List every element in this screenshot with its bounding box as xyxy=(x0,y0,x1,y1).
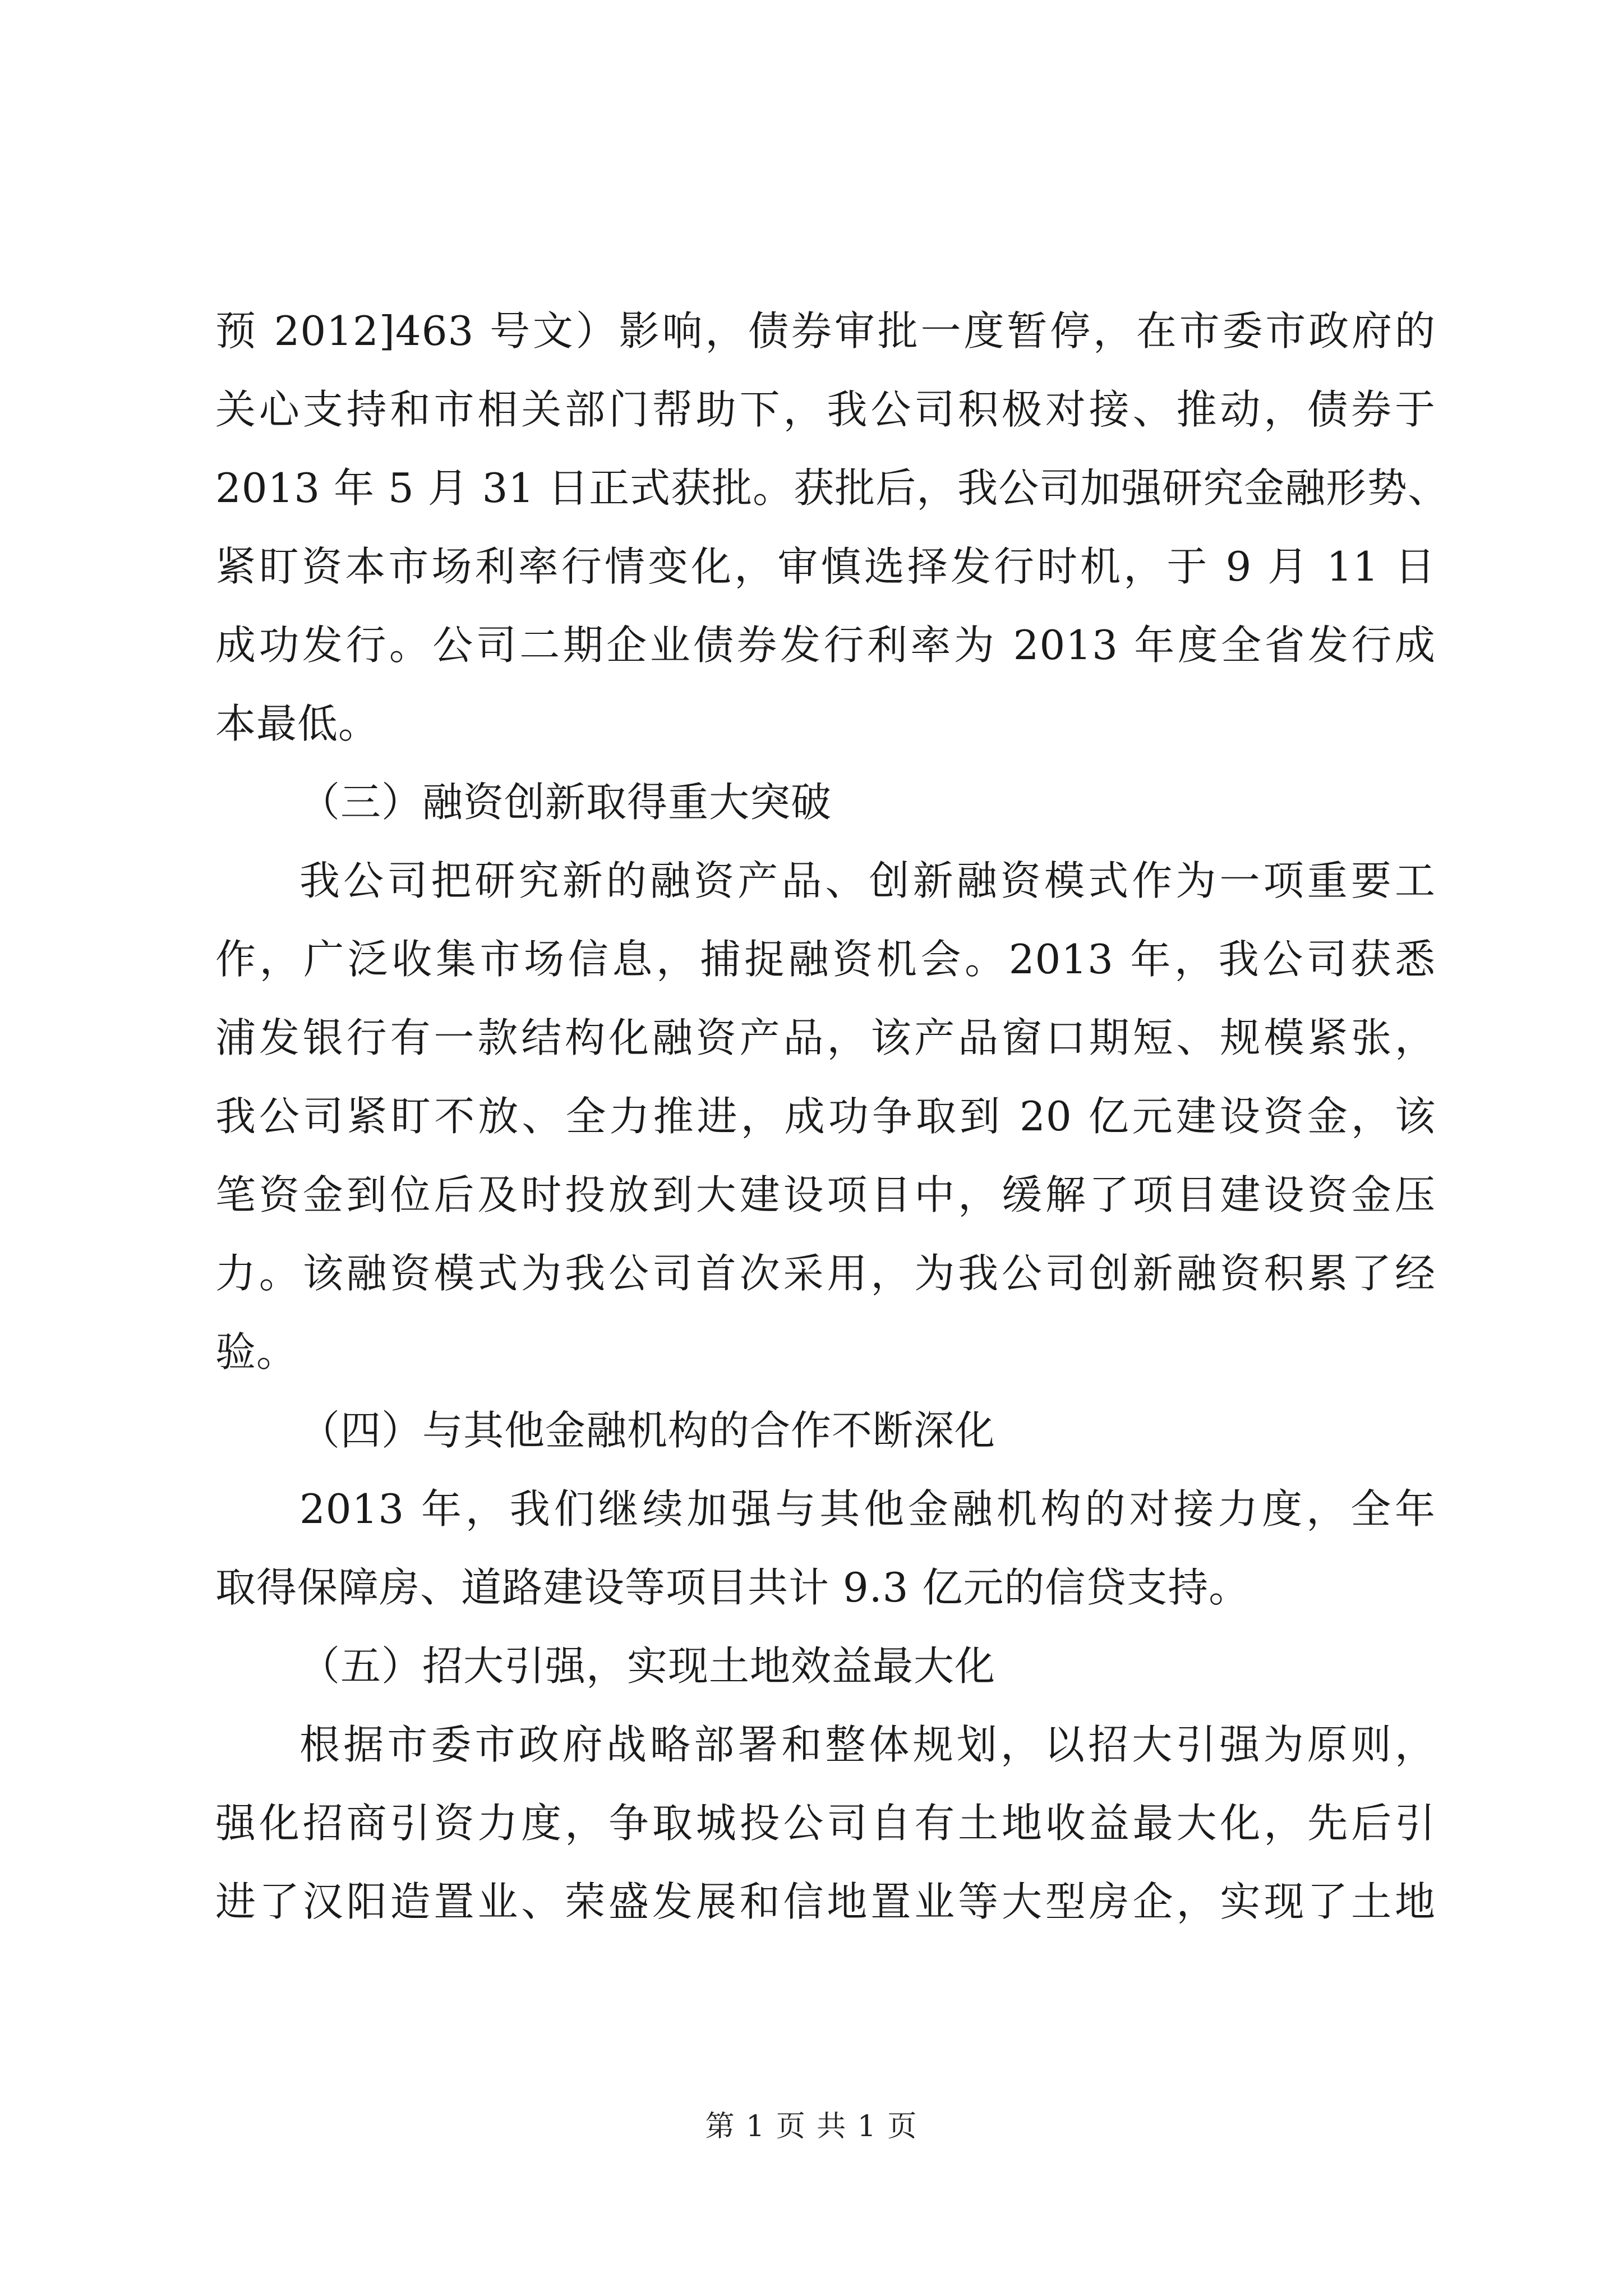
body-line: 强化招商引资力度，争取城投公司自有土地收益最大化，先后引 xyxy=(215,1800,1436,1847)
body-line: 我公司紧盯不放、全力推进，成功争取到 20 亿元建设资金，该 xyxy=(215,1093,1436,1140)
body-line: 成功发行。公司二期企业债券发行利率为 2013 年度全省发行成 xyxy=(215,622,1436,669)
body-line: 紧盯资本市场利率行情变化，审慎选择发行时机，于 9 月 11 日 xyxy=(215,543,1436,590)
body-line: 我公司把研究新的融资产品、创新融资模式作为一项重要工 xyxy=(299,857,1436,904)
section-heading: （四）与其他金融机构的合作不断深化 xyxy=(299,1407,996,1454)
body-line: 2013 年 5 月 31 日正式获批。获批后，我公司加强研究金融形势、 xyxy=(215,464,1449,512)
body-line: 关心支持和市相关部门帮助下，我公司积极对接、推动，债券于 xyxy=(215,386,1436,433)
body-line: 进了汉阳造置业、荣盛发展和信地置业等大型房企，实现了土地 xyxy=(215,1878,1436,1925)
body-line: 浦发银行有一款结构化融资产品，该产品窗口期短、规模紧张， xyxy=(215,1014,1436,1061)
body-line: 2013 年，我们继续加强与其他金融机构的对接力度，全年 xyxy=(299,1485,1436,1533)
body-line: 本最低。 xyxy=(215,700,380,747)
body-line: 笔资金到位后及时投放到大建设项目中，缓解了项目建设资金压 xyxy=(215,1171,1436,1218)
body-line: 预 2012]463 号文）影响，债券审批一度暂停，在市委市政府的 xyxy=(215,307,1436,355)
page-footer xyxy=(0,2102,1623,2145)
page-number-label: 第 1 页 共 1 页 xyxy=(705,2110,918,2143)
body-line: 力。该融资模式为我公司首次采用，为我公司创新融资积累了经 xyxy=(215,1250,1436,1297)
body-line: 作，广泛收集市场信息，捕捉融资机会。2013 年，我公司获悉 xyxy=(215,936,1436,983)
body-line: 取得保障房、道路建设等项目共计 9.3 亿元的信贷支持。 xyxy=(215,1564,1250,1611)
section-heading: （三）融资创新取得重大突破 xyxy=(299,779,832,826)
body-line: 验。 xyxy=(215,1328,298,1375)
section-heading: （五）招大引强，实现土地效益最大化 xyxy=(299,1642,996,1690)
body-line: 根据市委市政府战略部署和整体规划，以招大引强为原则， xyxy=(299,1721,1436,1768)
document-body xyxy=(215,292,1449,1941)
